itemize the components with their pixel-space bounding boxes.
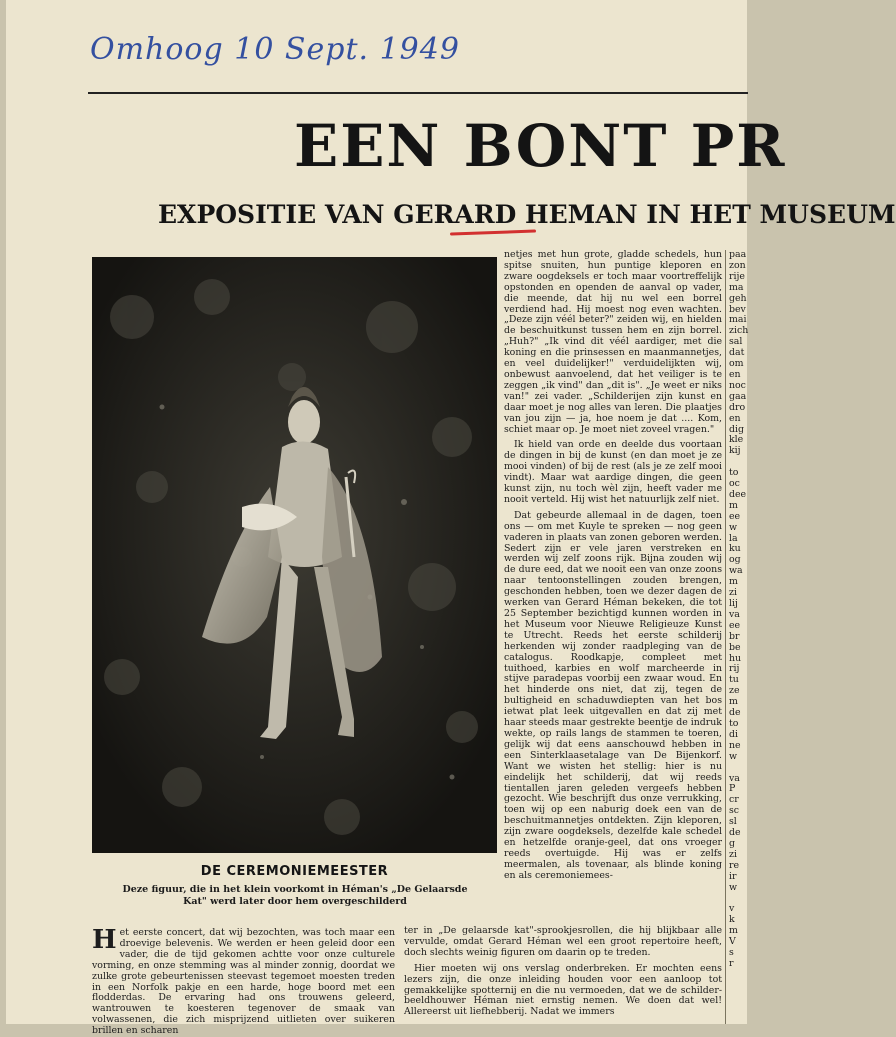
edge-fragment: la bbox=[729, 532, 738, 544]
edge-fragment: kle bbox=[729, 434, 744, 446]
handwritten-date-note: Omhoog 10 Sept. 1949 bbox=[90, 32, 460, 67]
edge-fragment: dat bbox=[729, 347, 745, 359]
edge-fragment: to bbox=[729, 717, 739, 729]
article-column-bottom-right bbox=[404, 926, 722, 1020]
caption-title: DE CEREMONIEMEESTER bbox=[200, 864, 389, 879]
article-paragraph: Dat gebeurde allemaal in de dagen, toen ons — om met Kuyle te spreken — nog geen vaderen in plaats van zonen geboren werden. Sedert zijn er vele jaren verstreken en werden wij zelf zoons rijk. Bijna zouden wij de dure eed, dat we nooit een van onze zoons naar tentoonstellingen zouden brengen, geschonden hebben, toen we dezer dagen de werken van Gerard Héman bekeken, die tot 25 September bezichtigd kunnen worden in het Museum voor Nieuwe Religieuze Kunst te Utrecht. Reeds het eerste schilderij herkenden wij zonder raadpleging van de catalogus. Roodkapje, compleet met tuithoed, karbies en wolf marcheerde in stijve paradepas voorbij een zwaar woud. En het hinderde ons niet, dat zij, tegen de bultigheid en schaduwdiepten van het bos ietwat plat leek uitgevallen en dat zij met haar steeds maar gestrekte beentje de indruk wekte, op rails langs de stammen te toeren, gelijk wij dat eens aanschouwd hebben in een Sinterklaasetalage van De Bijenkorf. Want we wisten het stellig: hier is nu eindelijk het schilderij, dat wij reeds tientallen jaren geleden vergeefs hebben gezocht. Wie beschrijft dus onze verrukking, toen wij op een naburig doek een van de beschuitmannetjes ontdekten. Zijn kleporen, zijn zware oogdeksels, dezelfde kale schedel en hetzelfde oranje-geel, dat ons vroeger reeds overtuigde. Hij was er zelfs meermalen, als tovenaar, als blinde koning en als ceremoniemees- bbox=[504, 509, 722, 881]
edge-fragment: g bbox=[729, 837, 736, 849]
article-opening-paragraph bbox=[92, 925, 395, 1037]
edge-fragment: v bbox=[729, 903, 735, 915]
edge-fragment: zon bbox=[729, 259, 746, 271]
edge-fragment: m bbox=[729, 696, 738, 708]
edge-fragment: rije bbox=[729, 270, 745, 282]
edge-fragment: rij bbox=[729, 663, 740, 675]
edge-fragment: kij bbox=[729, 445, 741, 457]
cut-off-column-fragments bbox=[729, 250, 753, 1024]
edge-fragment: m bbox=[729, 925, 738, 937]
edge-fragment: m bbox=[729, 576, 738, 588]
edge-fragment: w bbox=[729, 881, 738, 893]
edge-fragment: ee bbox=[729, 510, 741, 522]
edge-fragment: br bbox=[729, 630, 740, 642]
edge-fragment: zich bbox=[729, 325, 749, 337]
drop-cap: H bbox=[92, 925, 117, 955]
edge-fragment: w bbox=[729, 521, 738, 533]
article-paragraph: Hier moeten wij ons verslag onderbreken. Er mochten eens lezers zijn, die onze inleiding houden voor een aanloop tot gemakkelijke spotternij en die nu vermoeden, dat we de schilder-beeldhouwer Héman niet ernstig nemen. We doen dat wel! Allereerst uit liefhebberij. Nadat we immers bbox=[404, 962, 722, 1018]
edge-fragment: de bbox=[729, 707, 741, 719]
article-column-bottom-left bbox=[92, 925, 395, 1037]
newspaper-clipping bbox=[6, 0, 896, 1037]
edge-fragment: ne bbox=[729, 739, 741, 751]
edge-fragment: cr bbox=[729, 794, 739, 806]
article-column-right bbox=[504, 250, 722, 882]
edge-fragment: ir bbox=[729, 870, 737, 882]
caption-text: Deze figuur, die in het klein voorkomt in Héman's „De Gelaarsde Kat" werd later door hem overgeschilderd bbox=[122, 884, 468, 907]
edge-fragment: dig bbox=[729, 423, 745, 435]
edge-fragment: r bbox=[729, 957, 734, 969]
edge-fragment: va bbox=[729, 608, 740, 620]
edge-fragment: sal bbox=[729, 336, 743, 348]
edge-fragment: en bbox=[729, 368, 741, 380]
edge-fragment: to bbox=[729, 467, 739, 479]
edge-fragment: bev bbox=[729, 303, 746, 315]
edge-fragment: mai bbox=[729, 314, 747, 326]
edge-fragment: hu bbox=[729, 652, 742, 664]
painting-photo bbox=[92, 257, 497, 853]
edge-fragment bbox=[729, 763, 753, 774]
edge-fragment: gaa bbox=[729, 390, 747, 402]
edge-fragment: di bbox=[729, 728, 738, 740]
edge-fragment: ma bbox=[729, 281, 744, 293]
edge-fragment: sl bbox=[729, 816, 737, 828]
edge-fragment: ze bbox=[729, 685, 740, 697]
edge-fragment: va bbox=[729, 772, 740, 784]
edge-fragment: dee bbox=[729, 488, 747, 500]
edge-fragment: om bbox=[729, 358, 744, 370]
edge-fragment: en bbox=[729, 412, 741, 424]
edge-fragment: oc bbox=[729, 478, 740, 490]
edge-fragment: noc bbox=[729, 379, 746, 391]
edge-fragment: zi bbox=[729, 587, 737, 599]
opening-text-rest: et eerste concert, dat wij bezochten, was toch maar een droevige belevenis. We werden er heen geleid door een vader, die de tijd gekomen achtte voor onze culturele vorming, en onze stemming was al minder zonnig, doordat we zulke grote gebeurtenissen steevast tegemoet moesten treden in een Norfolk pakje en een harde, hoge boord met een flodderdas. De ervaring had ons trouwens geleerd, wantrouwen te koesteren tegenover de smaak van volwassenen, die zich misprijzend uitlieten over suikeren brillen en scharen bbox=[92, 927, 395, 1037]
ceremoniemeester-painting-image bbox=[92, 257, 497, 853]
red-underline-mark bbox=[450, 230, 536, 236]
edge-fragment: ku bbox=[729, 543, 741, 555]
edge-fragment: de bbox=[729, 827, 741, 839]
edge-fragment: k bbox=[729, 914, 735, 926]
edge-fragment: ee bbox=[729, 619, 741, 631]
edge-fragment: lij bbox=[729, 598, 738, 609]
header-rule bbox=[88, 92, 748, 94]
edge-fragment: paa bbox=[729, 249, 747, 260]
edge-fragment: geh bbox=[729, 292, 747, 304]
article-paragraph: Ik hield van orde en deelde dus voortaan de dingen in bij de kunst (en dan moet je ze mooi vinden) of bij de rest (als je ze zelf mooi vindt). Maar wat aardige dingen, die geen kunst zijn, nu toch wèl zijn, heeft vader me nooit verteld. Hij wist het natuurlijk zelf niet. bbox=[504, 439, 722, 505]
edge-fragment: zi bbox=[729, 848, 737, 860]
edge-fragment: V bbox=[729, 936, 736, 948]
edge-fragment: m bbox=[729, 499, 738, 511]
subheadline: EXPOSITIE VAN GERARD HEMAN IN HET MUSEUM bbox=[158, 200, 896, 229]
edge-fragment: re bbox=[729, 859, 740, 871]
edge-fragment: dro bbox=[729, 401, 746, 413]
edge-fragment: wa bbox=[729, 565, 743, 577]
edge-fragment: w bbox=[729, 750, 738, 762]
edge-fragment: og bbox=[729, 554, 741, 566]
edge-fragment: sc bbox=[729, 805, 740, 817]
headline: EEN BONT PR bbox=[294, 112, 787, 180]
edge-fragment: be bbox=[729, 641, 741, 653]
edge-fragment: s bbox=[729, 947, 734, 958]
opening-text bbox=[92, 927, 395, 1036]
edge-fragment: tu bbox=[729, 674, 739, 686]
article-paragraph: netjes met hun grote, gladde schedels, hun spitse snuiten, hun puntige kleporen en zware oogdeksels er toch maar voortreffelijk opstonden en openden de aanval op vader, die meende, dat hij nu wel een borrel verdiend had. Hij moest nog even wachten. „Deze zijn véél beter?" zeiden wij, en hielden de beschuitkunst tussen hem en zijn borrel. „Huh?" „Ik vind dit véél aardiger, met die koning en die prinsessen en maanmannetjes, en veel duidelijker!" verduidelijkten wij, onbewust aanvoelend, dat het veiliger is te zeggen „ik vind" dan „dit is". „Je weet er niks van!" zei vader. „Schilderijen zijn kunst en daar moet je nog alles van leren. Die plaatjes van jou zijn — ja, hoe noem je dat .... Kom, schiet maar op. Je moet niet zoveel vragen." bbox=[504, 249, 722, 435]
article-paragraph: ter in „De gelaarsde kat"-sprookjesrollen, die hij blijkbaar alle vervulde, omdat Gerard Héman wel een groot repertoire heeft, doch slechts weinig figuren om daarin op te treden. bbox=[404, 925, 722, 958]
edge-fragment: P bbox=[729, 783, 736, 795]
column-divider bbox=[725, 250, 726, 1024]
